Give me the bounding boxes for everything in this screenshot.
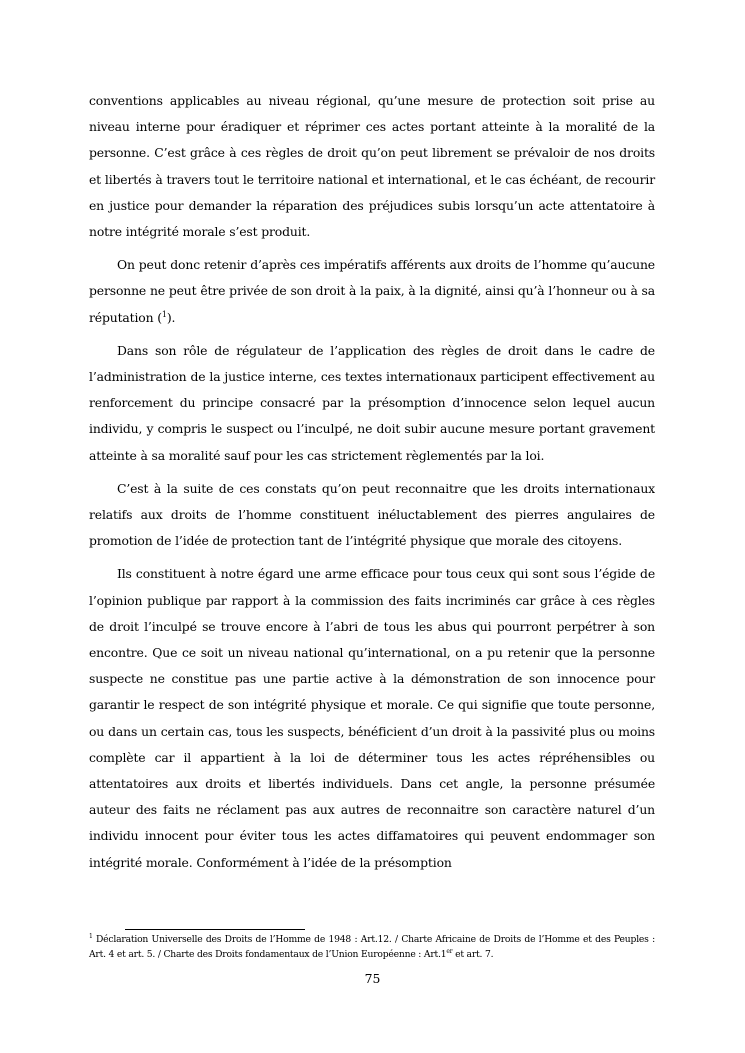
paragraph-2-text: On peut donc retenir d’après ces impératifs afférents aux droits de l’homme qu’aucune personne ne peut être privée de son droit à la paix, à la dignité, ainsi qu’à l’honneur ou à sa réputation ( [89,257,655,325]
paragraph-3: Dans son rôle de régulateur de l’application des règles de droit dans le cadre de l’administration de la justice interne, ces textes internationaux participent effectivement au renforcement du principe consacré par la présomption d’innocence selon lequel aucun individu, y compris le suspect ou l’inculpé, ne doit subir aucune mesure portant gravement atteinte à sa moralité sauf pour les cas strictement règlementés par la loi. [89,342,655,463]
footnote-superscript: er [446,947,453,955]
footnote-number: 1 [89,932,93,940]
paragraph-4: C’est à la suite de ces constats qu’on peut reconnaitre que les droits internationaux relatifs aux droits de l’homme constituent inéluctablement des pierres angulaires de promotion de l’idée de protection tant de l’intégrité physique que morale des citoyens. [89,480,655,549]
paragraph-2 [89,252,655,331]
paragraph-2-end: ). [166,309,176,325]
footnote-reference[interactable]: 1 [161,309,167,319]
paragraph-1: conventions applicables au niveau régional, qu’une mesure de protection soit prise au niveau interne pour éradiquer et réprimer ces actes portant atteinte à la moralité de la personne. C’est grâce à ces règles de droit qu’on peut librement se prévaloir de nos droits et libertés à travers tout le territoire national et international, et le cas échéant, de recourir en justice pour demander la réparation des préjudices subis lorsqu’un acte attentatoire à notre intégrité morale s’est produit. [89,93,655,240]
footnote-separator [125,929,305,930]
footnote-1 [89,933,655,962]
footnote-text-end: et art. 7. [452,948,494,960]
footnote-text: Déclaration Universelle des Droits de l’Homme de 1948 : Art.12. / Charte Africaine de Droits de l’Homme et des Peuples : Art. 4 et art. 5. / Charte des Droits fondamentaux de l’Union Européenne : Art.1 [89,934,655,960]
page-number: 75 [364,971,381,986]
footnotes [89,933,655,962]
body-text [89,88,655,883]
paragraph-5: Ils constituent à notre égard une arme efficace pour tous ceux qui sont sous l’égide de l’opinion publique par rapport à la commission des faits incriminés car grâce à ces règles de droit l’inculpé se trouve encore à l’abri de tous les abus qui pourront perpétrer à son encontre. Que ce soit un niveau national qu’international, on a pu retenir que la personne suspecte ne constitue pas une partie active à la démonstration de son innocence pour garantir le respect de son intégrité physique et morale. Ce qui signifie que toute personne, ou dans un certain cas, tous les suspects, bénéficient d’un droit à la passivité plus ou moins complète car il appartient à la loi de déterminer tous les actes répréhensibles ou attentatoires aux droits et libertés individuels. Dans cet angle, la personne présumée auteur des faits ne réclament pas aux autres de reconnaitre son caractère naturel d’un individu innocent pour éviter tous les actes diffamatoires qui peuvent endommager son intégrité morale. Conformément à l’idée de la présomption [89,566,655,870]
